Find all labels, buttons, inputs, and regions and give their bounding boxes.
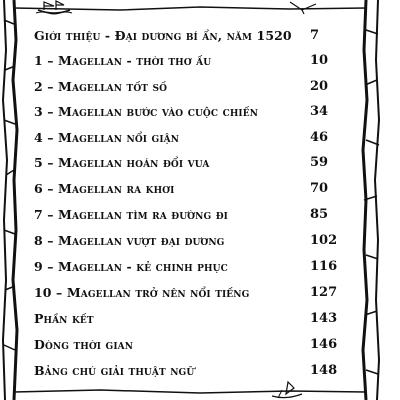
toc-entry-title: 8 – Magellan vượt đại dương — [34, 233, 225, 248]
toc-entry-title: 3 – Magellan bước vào cuộc chiến — [34, 104, 259, 119]
toc-entry-title: 1 – Magellan - thời thơ ấu — [34, 53, 212, 68]
toc-entry-title: 7 – Magellan tìm ra đường đi — [34, 207, 228, 222]
toc-entry-page: 102 — [310, 233, 338, 248]
toc-entry[interactable] — [34, 130, 334, 152]
toc-entry-page: 116 — [310, 259, 338, 274]
toc-entry-page: 34 — [310, 104, 329, 119]
toc-entry-page: 59 — [310, 155, 329, 170]
toc-entry-title: Phần kết — [34, 311, 94, 326]
toc-entry[interactable] — [34, 337, 338, 359]
toc-entry-page: 20 — [310, 79, 329, 94]
toc-entry[interactable] — [34, 363, 338, 385]
toc-entry[interactable] — [34, 181, 334, 203]
toc-entry[interactable] — [34, 79, 334, 101]
toc-entry-page: 46 — [310, 130, 329, 145]
toc-entry[interactable] — [34, 28, 334, 50]
toc-entry-page: 7 — [310, 28, 320, 43]
toc-entry-page: 70 — [310, 181, 329, 196]
toc-entry-title: 4 – Magellan nổi giận — [34, 130, 180, 145]
toc-entry-page: 146 — [310, 337, 338, 352]
toc-entry[interactable] — [34, 53, 334, 75]
toc-entry-title: 5 – Magellan hoán đổi vua — [34, 155, 210, 170]
toc-entry-title: 2 – Magellan tốt số — [34, 79, 168, 94]
toc-entry-page: 148 — [310, 363, 338, 378]
toc-entry-page: 143 — [310, 311, 338, 326]
toc-entry-page: 85 — [310, 207, 329, 222]
toc-entry[interactable] — [34, 285, 338, 307]
toc-entry-title: 6 – Magellan ra khơi — [34, 181, 175, 196]
toc-entry-title: Giới thiệu - Đại dương bí ẩn, năm 1520 — [34, 28, 292, 43]
toc-entry[interactable] — [34, 233, 338, 255]
toc-entry[interactable] — [34, 311, 338, 333]
toc-entry[interactable] — [34, 207, 334, 229]
toc-entry-title: Dòng thời gian — [34, 337, 134, 352]
toc-entry-title: Bảng chú giải thuật ngữ — [34, 363, 195, 378]
toc-entry[interactable] — [34, 104, 334, 126]
toc-entry-page: 127 — [310, 285, 338, 300]
toc-entry-title: 10 – Magellan trở nên nổi tiếng — [34, 285, 250, 300]
toc-entry-title: 9 – Magellan - kẻ chinh phục — [34, 259, 228, 274]
toc-entry[interactable] — [34, 259, 338, 281]
toc-entry-page: 10 — [310, 53, 329, 68]
toc-entry[interactable] — [34, 155, 334, 177]
